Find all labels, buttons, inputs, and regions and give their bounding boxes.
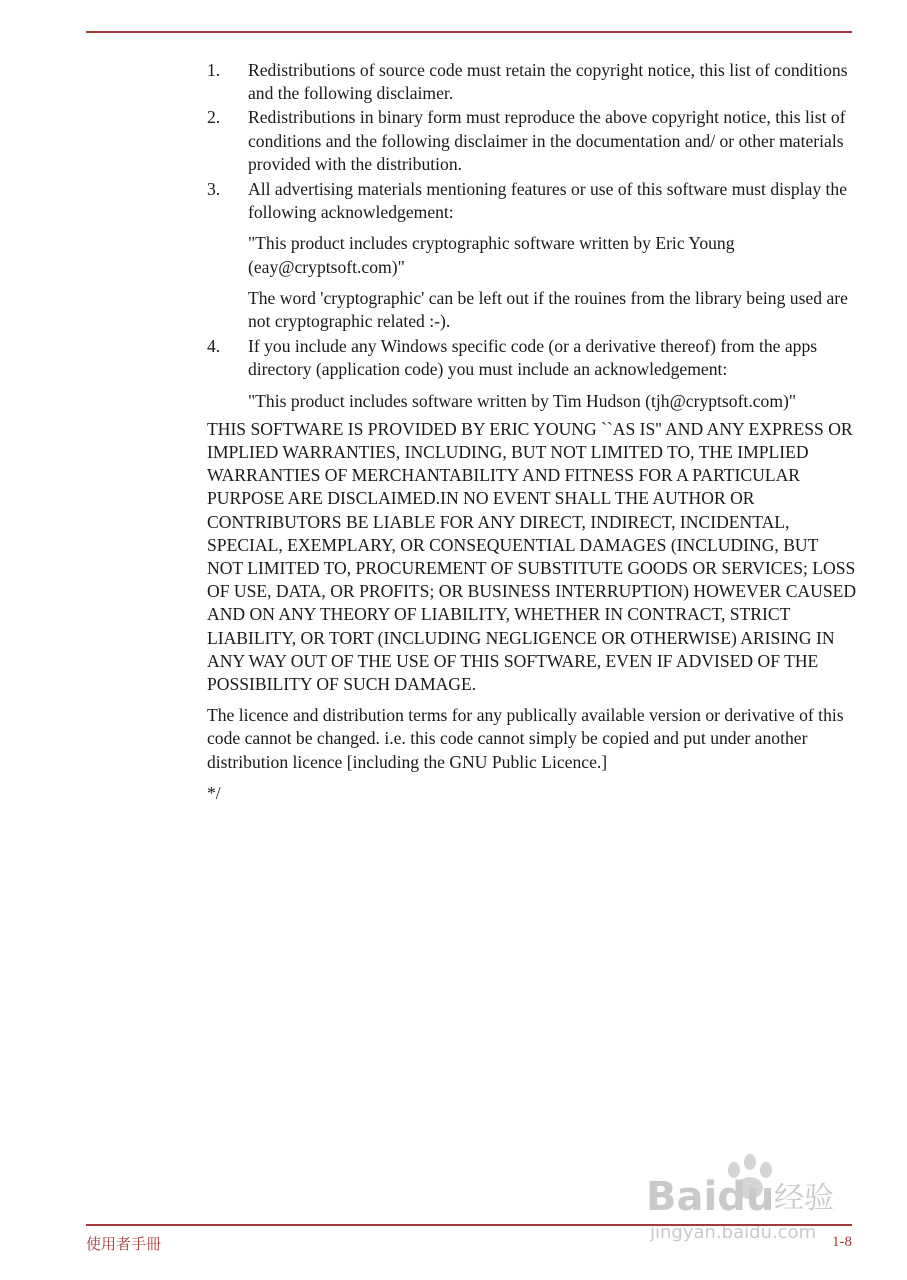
list-text: Redistributions in binary form must reproduce the above copyright notice, this list of conditions and the following disclaimer in the documentation and/ or other materials provided with the distribution. [248,107,846,174]
watermark-brand-cn: 经验 [774,1181,834,1216]
list-item [207,178,857,333]
list-number: 3. [207,179,221,200]
watermark-url: jingyan.baidu.com [650,1222,817,1243]
acknowledgement-note: The word 'cryptographic' can be left out if the rouines from the library being used are not cryptographic related :-). [248,287,848,332]
list-item [207,59,857,105]
list-item [207,335,857,413]
acknowledgement-quote: "This product includes software written by Tim Hudson (tjh@cryptsoft.com)" [248,390,797,411]
page-number: 1-8 [832,1234,852,1250]
list-item [207,106,857,176]
comment-end: */ [207,782,221,803]
licence-note: The licence and distribution terms for any publically available version or derivative of this code cannot be changed. i.e. this code cannot simply be copied and put under another distribution licence [including the GNU Public Licence.] [207,705,844,772]
header-rule [86,31,852,33]
manual-title: 使用者手冊 [86,1235,162,1253]
baidu-watermark [646,1148,854,1270]
list-number: 2. [207,107,221,128]
list-text: Redistributions of source code must retain the copyright notice, this list of conditions and the following disclaimer. [248,60,848,104]
document-body [207,59,857,805]
list-number: 1. [207,60,221,80]
list-text: If you include any Windows specific code (or a derivative thereof) from the apps directory (application code) you must include an acknowledgement: [248,336,818,380]
warranty-disclaimer: THIS SOFTWARE IS PROVIDED BY ERIC YOUNG ``AS IS'' AND ANY EXPRESS OR IMPLIED WARRANTIES, INCLUDING, BUT NOT LIMITED TO, THE IMPLIED WARRANTIES OF MERCHANTABILITY AND FITNESS FOR A PARTICULAR PURPOSE ARE DISCLAIMED.IN NO EVENT SHALL THE AUTHOR OR CONTRIBUTORS BE LIABLE FOR ANY DIRECT, INDIRECT, INCIDENTAL, SPECIAL, EXEMPLARY, OR CONSEQUENTIAL DAMAGES (INCLUDING, BUT NOT LIMITED TO, PROCUREMENT OF SUBSTITUTE GOODS OR SERVICES; LOSS OF USE, DATA, OR PROFITS; OR BUSINESS INTERRUPTION) HOWEVER CAUSED AND ON ANY THEORY OF LIABILITY, WHETHER IN CONTRACT, STRICT LIABILITY, OR TORT (INCLUDING NEGLIGENCE OR OTHERWISE) ARISING IN ANY WAY OUT OF THE USE OF THIS SOFTWARE, EVEN IF ADVISED OF THE POSSIBILITY OF SUCH DAMAGE. [207,418,857,695]
footer-rule [86,1224,852,1226]
list-text: All advertising materials mentioning features or use of this software must display the following acknowledgement: [248,179,848,223]
acknowledgement-quote: "This product includes cryptographic software written by Eric Young (eay@cryptsoft.com)" [248,233,735,277]
watermark-brand: Baidu [646,1174,775,1220]
list-number: 4. [207,336,221,357]
